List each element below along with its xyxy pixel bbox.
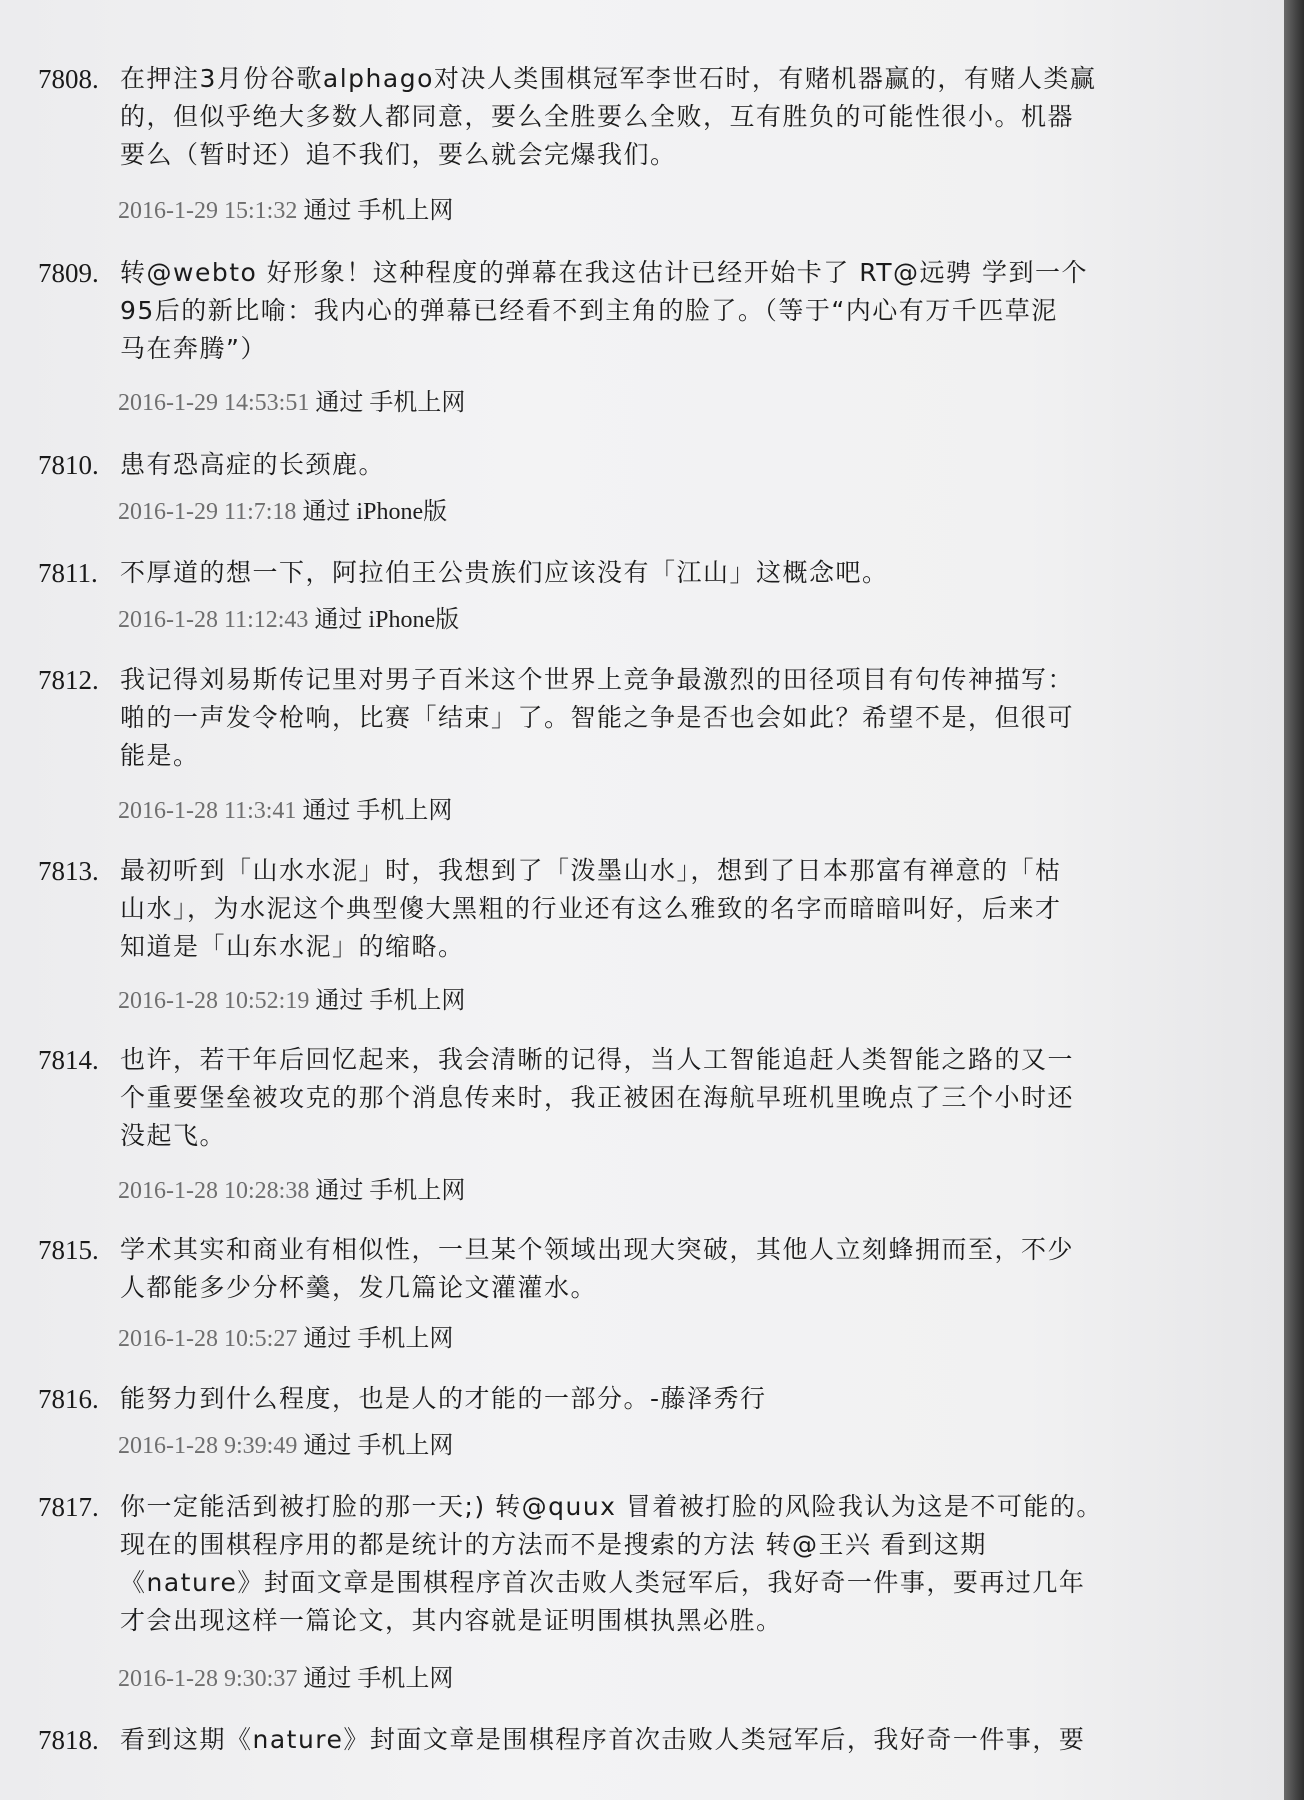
entry-meta (118, 1320, 453, 1358)
entry-text: 患有恐高症的长颈鹿。 (120, 450, 386, 479)
via-source: 通过 手机上网 (315, 988, 466, 1014)
timestamp: 2016-1-28 9:30:37 (118, 1666, 298, 1692)
timestamp: 2016-1-28 10:52:19 (118, 988, 310, 1014)
entry-meta (118, 384, 465, 422)
entry-meta (118, 601, 459, 639)
entry-number: 7808. (38, 64, 99, 94)
entry-text: 能努力到什么程度，也是人的才能的一部分。-藤泽秀行 (120, 1384, 767, 1413)
via-source: 通过 手机上网 (315, 1178, 466, 1204)
entry-number: 7812. (38, 665, 99, 695)
entry-text: 最初听到「山水水泥」时，我想到了「泼墨山水」，想到了日本那富有禅意的「枯 山水」，为水泥这个典型傻大黑粗的行业还有这么雅致的名字而暗暗叫好，后来才 知道是「山东水泥」的缩略。 (120, 856, 1062, 961)
via-source: 通过 手机上网 (303, 198, 454, 224)
entry-meta (118, 1427, 453, 1465)
via-source: 通过 手机上网 (303, 1666, 454, 1692)
entry-meta (118, 792, 452, 830)
timestamp: 2016-1-28 9:39:49 (118, 1433, 298, 1459)
entry-meta (118, 493, 447, 531)
via-source: 通过 手机上网 (303, 1433, 454, 1459)
entry-text: 学术其实和商业有相似性，一旦某个领域出现大突破，其他人立刻蜂拥而至，不少 人都能多少分杯羹，发几篇论文灌灌水。 (120, 1235, 1075, 1302)
entry-text: 也许，若干年后回忆起来，我会清晰的记得，当人工智能追赶人类智能之路的又一 个重要堡垒被攻克的那个消息传来时，我正被困在海航早班机里晚点了三个小时还 没起飞。 (120, 1045, 1075, 1150)
timestamp: 2016-1-28 11:3:41 (118, 798, 297, 824)
entry-meta (118, 192, 453, 230)
timestamp: 2016-1-29 14:53:51 (118, 390, 310, 416)
timestamp: 2016-1-28 10:5:27 (118, 1326, 298, 1352)
timestamp: 2016-1-28 11:12:43 (118, 607, 309, 633)
entry-meta (118, 1660, 453, 1698)
entry-text: 在押注3月份谷歌alphago对决人类围棋冠军李世石时，有赌机器赢的，有赌人类赢 的，但似乎绝大多数人都同意，要么全胜要么全败，互有胜负的可能性很小。机器 要么（暂时还）追不我们，要么就会完爆我们。 (120, 64, 1097, 169)
timestamp: 2016-1-29 11:7:18 (118, 499, 297, 525)
timestamp: 2016-1-29 15:1:32 (118, 198, 298, 224)
entry-meta (118, 1172, 465, 1210)
entry-number: 7817. (38, 1492, 99, 1522)
entry-text: 看到这期《nature》封面文章是围棋程序首次击败人类冠军后，我好奇一件事，要 (120, 1725, 1086, 1754)
entry-number: 7815. (38, 1235, 99, 1265)
entry-text: 你一定能活到被打脸的那一天;) 转@quux 冒着被打脸的风险我认为这是不可能的。 现在的围棋程序用的都是统计的方法而不是搜索的方法 转@王兴 看到这期 《nature》封面文章是围棋程序首次击败人类冠军后，我好奇一件事，要再过几年 才会出现这样一篇论文，其内容就是证明围棋执黑必胜。 (120, 1492, 1103, 1635)
entry-text: 转@webto 好形象！这种程度的弹幕在我这估计已经开始卡了 RT@远骋 学到一个 95后的新比喻：我内心的弹幕已经看不到主角的脸了。（等于“内心有万千匹草泥 马在奔腾”） (120, 258, 1088, 363)
via-source: 通过 手机上网 (315, 390, 466, 416)
entry-number: 7813. (38, 856, 99, 886)
entry-text: 不厚道的想一下，阿拉伯王公贵族们应该没有「江山」这概念吧。 (120, 558, 889, 587)
via-source: 通过 iPhone版 (302, 499, 448, 525)
entry-number: 7818. (38, 1725, 99, 1755)
timestamp: 2016-1-28 10:28:38 (118, 1178, 310, 1204)
page-edge-shadow (1284, 0, 1304, 1800)
via-source: 通过 手机上网 (302, 798, 453, 824)
entry-number: 7809. (38, 258, 99, 288)
entry-number: 7816. (38, 1384, 99, 1414)
via-source: 通过 iPhone版 (314, 607, 460, 633)
entry-number: 7814. (38, 1045, 99, 1075)
entry-number: 7811. (38, 558, 98, 588)
entry-text: 我记得刘易斯传记里对男子百米这个世界上竞争最激烈的田径项目有句传神描写： 啪的一声发令枪响，比赛「结束」了。智能之争是否也会如此？希望不是，但很可 能是。 (120, 665, 1075, 770)
via-source: 通过 手机上网 (303, 1326, 454, 1352)
entry-number: 7810. (38, 450, 99, 480)
entry-meta (118, 982, 465, 1020)
